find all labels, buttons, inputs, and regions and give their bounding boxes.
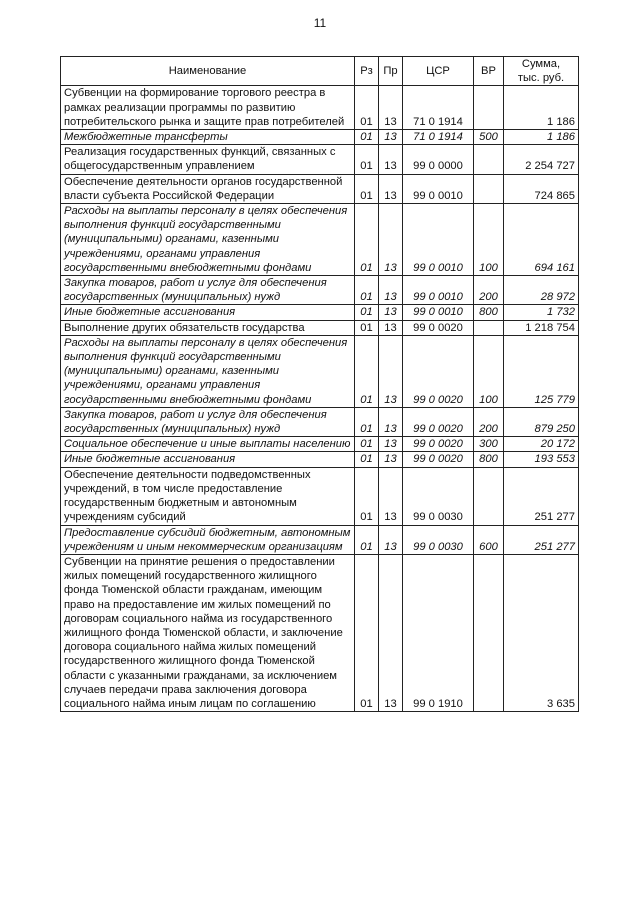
row-sum-cell: 251 277 [504, 525, 579, 554]
page-number: 11 [313, 16, 327, 30]
row-name-cell: Субвенции на формирование торгового реестра в рамках реализации программы по развитию потребительского рынка и защите прав потребителей [61, 86, 355, 130]
row-vr-cell: 200 [474, 276, 504, 305]
row-vr-cell [474, 320, 504, 335]
row-vr-cell: 800 [474, 305, 504, 320]
row-name-cell: Закупка товаров, работ и услуг для обеспечения государственных (муниципальных) нужд [61, 407, 355, 436]
table-row [61, 407, 579, 436]
table-row [61, 320, 579, 335]
row-csr-cell: 99 0 0010 [403, 305, 474, 320]
row-sum-cell: 694 161 [504, 204, 579, 276]
row-rz-cell: 01 [355, 467, 379, 525]
row-csr-cell: 99 0 0010 [403, 276, 474, 305]
table-row [61, 467, 579, 525]
table-row [61, 525, 579, 554]
table-row [61, 174, 579, 203]
header-sum-line1: Сумма, [521, 58, 561, 70]
row-csr-cell: 99 0 0000 [403, 145, 474, 174]
table-header-row [61, 57, 579, 86]
row-rz-cell: 01 [355, 407, 379, 436]
row-rz-cell: 01 [355, 335, 379, 407]
row-csr-cell: 99 0 0030 [403, 525, 474, 554]
row-sum-cell: 1 218 754 [504, 320, 579, 335]
row-pr-cell: 13 [379, 130, 403, 145]
row-pr-cell: 13 [379, 554, 403, 711]
row-csr-cell: 99 0 0030 [403, 467, 474, 525]
row-name-cell: Обеспечение деятельности органов государственной власти субъекта Российской Федерации [61, 174, 355, 203]
row-vr-cell [474, 86, 504, 130]
row-pr-cell: 13 [379, 145, 403, 174]
row-name-cell: Выполнение других обязательств государства [61, 320, 355, 335]
header-sum-line2: тыс. руб. [517, 72, 565, 85]
row-rz-cell: 01 [355, 320, 379, 335]
row-csr-cell: 99 0 0020 [403, 335, 474, 407]
row-csr-cell: 99 0 0020 [403, 320, 474, 335]
header-name: Наименование [61, 57, 355, 86]
row-name-cell: Предоставление субсидий бюджетным, автономным учреждениям и иным некоммерческим организациям [61, 525, 355, 554]
row-name-cell: Межбюджетные трансферты [61, 130, 355, 145]
row-rz-cell: 01 [355, 437, 379, 452]
row-pr-cell: 13 [379, 174, 403, 203]
table-row [61, 335, 579, 407]
row-csr-cell: 99 0 0020 [403, 452, 474, 467]
row-pr-cell: 13 [379, 437, 403, 452]
row-vr-cell: 300 [474, 437, 504, 452]
table-row [61, 130, 579, 145]
row-sum-cell: 3 635 [504, 554, 579, 711]
budget-table [60, 56, 579, 712]
row-pr-cell: 13 [379, 452, 403, 467]
row-pr-cell: 13 [379, 305, 403, 320]
row-name-cell: Субвенции на принятие решения о предоставлении жилых помещений государственного жилищного фонда Тюменской области гражданам, имеющим право на предоставление им жилых помещений по договорам социального найма из государственного жилищного фонда Тюменской области, и заключение договора социального найма жилых помещений государственного жилищного фонда Тюменской области с указанными гражданами, за исключением случаев передачи права заключения договора социального найма иным лицам по соглашению [61, 554, 355, 711]
row-name-cell: Иные бюджетные ассигнования [61, 452, 355, 467]
row-csr-cell: 99 0 0010 [403, 174, 474, 203]
row-rz-cell: 01 [355, 305, 379, 320]
row-name-cell: Социальное обеспечение и иные выплаты населению [61, 437, 355, 452]
row-sum-cell: 251 277 [504, 467, 579, 525]
row-rz-cell: 01 [355, 554, 379, 711]
row-vr-cell [474, 145, 504, 174]
row-vr-cell [474, 467, 504, 525]
row-sum-cell: 125 779 [504, 335, 579, 407]
row-rz-cell: 01 [355, 130, 379, 145]
row-sum-cell: 2 254 727 [504, 145, 579, 174]
row-vr-cell: 800 [474, 452, 504, 467]
row-sum-cell: 724 865 [504, 174, 579, 203]
row-name-cell: Иные бюджетные ассигнования [61, 305, 355, 320]
row-csr-cell: 99 0 0020 [403, 437, 474, 452]
row-pr-cell: 13 [379, 467, 403, 525]
row-pr-cell: 13 [379, 525, 403, 554]
row-pr-cell: 13 [379, 407, 403, 436]
row-sum-cell: 20 172 [504, 437, 579, 452]
row-pr-cell: 13 [379, 335, 403, 407]
header-csr: ЦСР [403, 57, 474, 86]
row-sum-cell: 1 732 [504, 305, 579, 320]
row-sum-cell: 879 250 [504, 407, 579, 436]
row-rz-cell: 01 [355, 276, 379, 305]
table-row [61, 86, 579, 130]
row-rz-cell: 01 [355, 174, 379, 203]
table-row [61, 276, 579, 305]
row-csr-cell: 99 0 0010 [403, 204, 474, 276]
row-vr-cell: 100 [474, 335, 504, 407]
table-row [61, 452, 579, 467]
row-rz-cell: 01 [355, 145, 379, 174]
table-row [61, 554, 579, 711]
row-csr-cell: 71 0 1914 [403, 86, 474, 130]
header-pr: Пр [379, 57, 403, 86]
row-pr-cell: 13 [379, 204, 403, 276]
row-name-cell: Реализация государственных функций, связанных с общегосударственным управлением [61, 145, 355, 174]
row-rz-cell: 01 [355, 204, 379, 276]
row-vr-cell: 100 [474, 204, 504, 276]
row-pr-cell: 13 [379, 86, 403, 130]
table-row [61, 437, 579, 452]
row-csr-cell: 99 0 0020 [403, 407, 474, 436]
row-vr-cell: 600 [474, 525, 504, 554]
header-vr: ВР [474, 57, 504, 86]
row-sum-cell: 1 186 [504, 130, 579, 145]
row-csr-cell: 71 0 1914 [403, 130, 474, 145]
row-vr-cell: 500 [474, 130, 504, 145]
header-sum [504, 57, 579, 86]
row-name-cell: Обеспечение деятельности подведомственных учреждений, в том числе предоставление государственным бюджетным и автономным учреждениям субсидий [61, 467, 355, 525]
row-sum-cell: 28 972 [504, 276, 579, 305]
row-vr-cell [474, 554, 504, 711]
row-vr-cell: 200 [474, 407, 504, 436]
row-name-cell: Расходы на выплаты персоналу в целях обеспечения выполнения функций государственными (муниципальными) органами, казенными учреждениями, органами управления государственными внебюджетными фондами [61, 335, 355, 407]
row-rz-cell: 01 [355, 525, 379, 554]
row-rz-cell: 01 [355, 86, 379, 130]
table-row [61, 305, 579, 320]
row-pr-cell: 13 [379, 320, 403, 335]
row-sum-cell: 193 553 [504, 452, 579, 467]
row-pr-cell: 13 [379, 276, 403, 305]
row-sum-cell: 1 186 [504, 86, 579, 130]
row-name-cell: Закупка товаров, работ и услуг для обеспечения государственных (муниципальных) нужд [61, 276, 355, 305]
table-row [61, 204, 579, 276]
row-csr-cell: 99 0 1910 [403, 554, 474, 711]
header-rz: Рз [355, 57, 379, 86]
row-rz-cell: 01 [355, 452, 379, 467]
row-vr-cell [474, 174, 504, 203]
row-name-cell: Расходы на выплаты персоналу в целях обеспечения выполнения функций государственными (муниципальными) органами, казенными учреждениями, органами управления государственными внебюджетными фондами [61, 204, 355, 276]
table-row [61, 145, 579, 174]
